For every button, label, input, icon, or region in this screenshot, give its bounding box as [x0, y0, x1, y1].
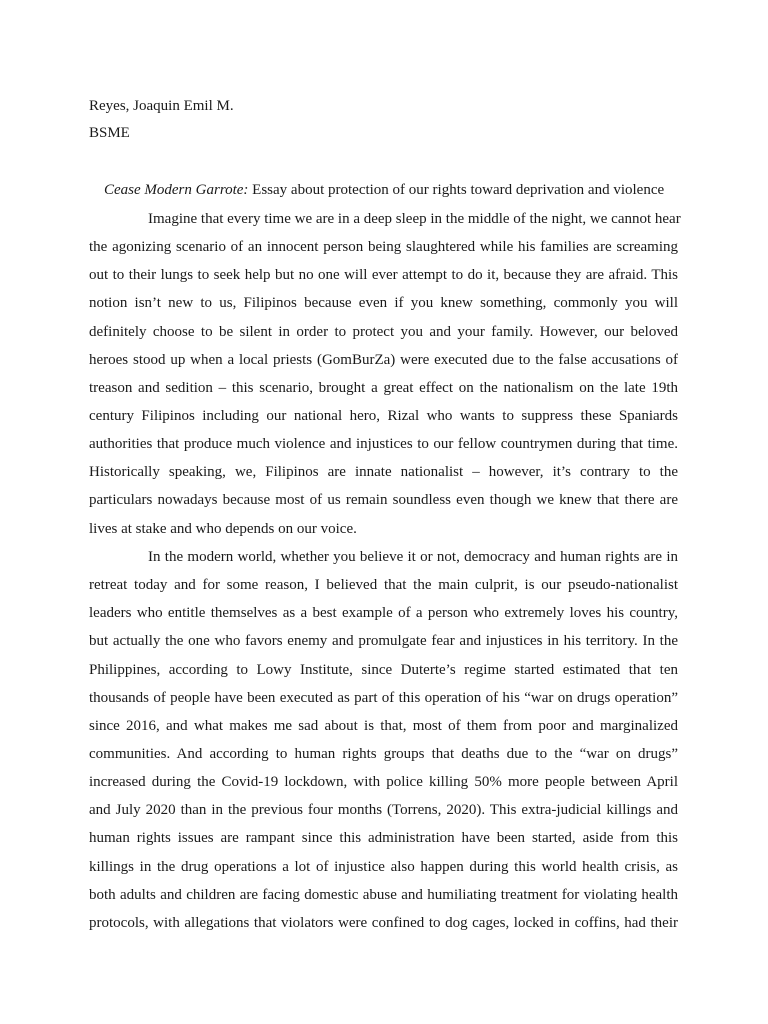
paragraph-line: human rights issues are rampant since this administration have been started, aside from this — [89, 830, 678, 847]
paragraph-2 — [89, 543, 678, 937]
paragraph-line: heroes stood up when a local priests (GomBurZa) were executed due to the false accusations of — [89, 351, 678, 368]
paragraph-line: but actually the one who favors enemy and promulgate fear and injustices in his territory. In the — [89, 633, 678, 650]
paragraph-line: thousands of people have been executed as part of this operation of his “war on drugs operation” — [89, 689, 678, 706]
paragraph-line: Imagine that every time we are in a deep sleep in the middle of the night, we cannot hear — [148, 211, 681, 227]
paragraph-line: In the modern world, whether you believe it or not, democracy and human rights are in — [148, 549, 678, 565]
paragraph-line: both adults and children are facing domestic abuse and humiliating treatment for violating health — [89, 886, 678, 903]
paragraph-1 — [89, 205, 681, 543]
paragraph-line: communities. And according to human rights groups that deaths due to the “war on drugs” — [89, 745, 678, 762]
author-block — [89, 93, 234, 147]
paragraph-line: century Filipinos including our national hero, Rizal who wants to suppress these Spaniards — [89, 407, 678, 424]
paragraph-line: protocols, with allegations that violators were confined to dog cages, locked in coffins, had their — [89, 914, 678, 931]
paragraph-line: definitely choose to be silent in order to protect you and your family. However, our beloved — [89, 323, 678, 340]
paragraph-line: treason and sedition – this scenario, brought a great effect on the nationalism on the late 19th — [89, 379, 678, 396]
author-course: BSME — [89, 125, 130, 141]
essay-title-rest: Essay about protection of our rights toward deprivation and violence — [248, 182, 665, 198]
paragraph-line: increased during the Covid-19 lockdown, with police killing 50% more people between April — [89, 774, 678, 791]
paragraph-line: killings in the drug operations a lot of injustice also happen during this world health crisis, as — [89, 858, 678, 875]
paragraph-line: authorities that produce much violence and injustices to our fellow countrymen during that time. — [89, 436, 678, 453]
paragraph-line: Philippines, according to Lowy Institute, since Duterte’s regime started estimated that ten — [89, 661, 678, 678]
paragraph-line: lives at stake and who depends on our voice. — [89, 520, 357, 537]
paragraph-line: the agonizing scenario of an innocent person being slaughtered while his families are screaming — [89, 239, 678, 256]
paragraph-line: retreat today and for some reason, I believed that the main culprit, is our pseudo-nationalist — [89, 577, 678, 594]
essay-title — [104, 179, 664, 201]
paragraph-line: particulars nowadays because most of us remain soundless even though we knew that there are — [89, 492, 678, 509]
paragraph-line: and July 2020 than in the previous four months (Torrens, 2020). This extra-judicial killings and — [89, 802, 678, 819]
paragraph-line: out to their lungs to seek help but no one will ever attempt to do it, because they are afraid. This — [89, 267, 678, 284]
paragraph-line: since 2016, and what makes me sad about is that, most of them from poor and marginalized — [89, 717, 678, 734]
author-name: Reyes, Joaquin Emil M. — [89, 98, 234, 114]
paragraph-line: Historically speaking, we, Filipinos are innate nationalist – however, it’s contrary to the — [89, 464, 678, 481]
essay-title-italic: Cease Modern Garrote: — [104, 182, 249, 198]
paragraph-line: notion isn’t new to us, Filipinos because even if you knew something, commonly you will — [89, 295, 678, 312]
paragraph-line: leaders who entitle themselves as a best example of a person who extremely loves his country, — [89, 605, 678, 622]
